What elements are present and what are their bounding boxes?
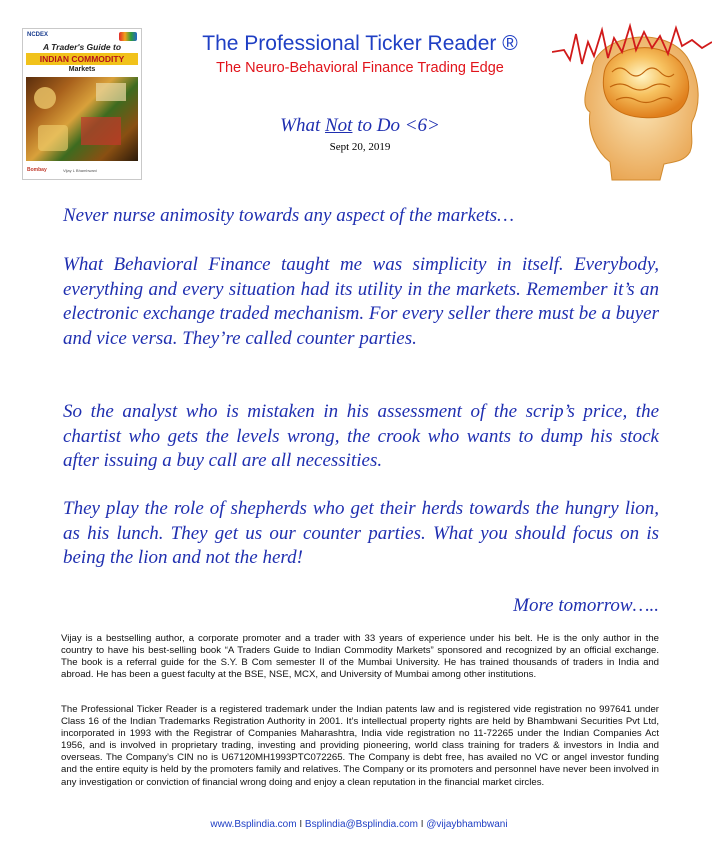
book-brand-label: NCDEX xyxy=(27,32,49,38)
book-cover-collage xyxy=(26,77,138,161)
article-paragraph-3: So the analyst who is mistaken in his assessment of the scrip’s price, the chartist who gets the levels wrong, the crook who wants to dump his stock after issuing a buy call are all necessities. xyxy=(63,401,659,471)
footer-email-link[interactable]: Bsplindia@Bsplindia.com xyxy=(304,819,418,830)
book-title-line2: INDIAN COMMODITY xyxy=(26,53,138,65)
page-subtitle: The Neuro-Behavioral Finance Trading Edge xyxy=(216,60,504,76)
book-title-line3: Markets xyxy=(68,66,96,73)
article-heading xyxy=(220,115,500,137)
book-title-line1: A Trader's Guide to xyxy=(42,42,122,52)
brain-ticker-graphic xyxy=(552,12,712,182)
page-title: The Professional Ticker Reader ® xyxy=(202,32,518,55)
article-paragraph-2: What Behavioral Finance taught me was simplicity in itself. Everybody, everything and every situation had its utility in the markets. Remember it’s an electronic exchange traded mechanism. For every seller there must be a buyer and vice versa. They’re called counter parties. xyxy=(63,254,659,349)
footer-website-link[interactable]: www.Bsplindia.com xyxy=(210,819,297,830)
book-brand-bar xyxy=(27,32,137,42)
article-heading-pre: What xyxy=(280,115,325,136)
article-signoff: More tomorrow….. xyxy=(513,595,659,616)
article-heading-not: Not xyxy=(325,115,353,136)
book-author: Vijay L Bhambwani xyxy=(63,168,97,173)
author-bio: Vijay is a bestselling author, a corporate promoter and a trader with 33 years of experience under his belt. He is the only author in the country to have his best-selling book “A Traders Guide to Indian Commodity Markets” sponsored and recognized by an official exchange. The book is a referral guide for the S.Y. B Com semester II of the Mumbai University. He has trained thousands of traders in India and abroad. He has been a guest faculty at the BSE, NSE, MCX, and University of Mumbai among other institutions. xyxy=(61,633,659,681)
footer-separator: I xyxy=(420,819,424,830)
article-date: Sept 20, 2019 xyxy=(329,141,391,153)
book-publisher: Bombay xyxy=(27,167,47,173)
article-paragraph-4: They play the role of shepherds who get their herds towards the hungry lion, as his lunch. They get us our counter parties. What you should focus on is being the lion and not the herd! xyxy=(63,498,659,568)
footer-twitter-link[interactable]: @vijaybhambwani xyxy=(426,819,508,830)
article-heading-post: to Do <6> xyxy=(352,115,440,136)
tv-logo-icon xyxy=(119,32,137,41)
article-paragraph-1: Never nurse animosity towards any aspect of the markets… xyxy=(63,205,515,226)
footer-contact xyxy=(0,819,718,830)
legal-disclaimer: The Professional Ticker Reader is a registered trademark under the Indian patents law and is registered vide registration no 997641 under Class 16 of the Indian Trademarks Registration Authority in 2001. It’s intellectual property rights are held by Bhambwani Securities Pvt Ltd, incorporated in 1993 with the Registrar of Companies Maharashtra, India vide registration no 11-72265 under the Indian Companies Act 1956, and is involved in proprietary trading, investing and providing pioneering, world class training for traders & investors in India and overseas. The Company’s CIN no is U67120MH1993PTC072265. The Company is debt free, has availed no VC or angel investor funding and the entire equity is held by the promoters family and relatives. The Company or its promoters and personnel have never been involved in any investigation or conviction of financial wrong doing and enjoy a clean reputation in the financial market circles. xyxy=(61,704,659,788)
book-cover-image xyxy=(22,28,142,180)
footer-separator: I xyxy=(299,819,303,830)
